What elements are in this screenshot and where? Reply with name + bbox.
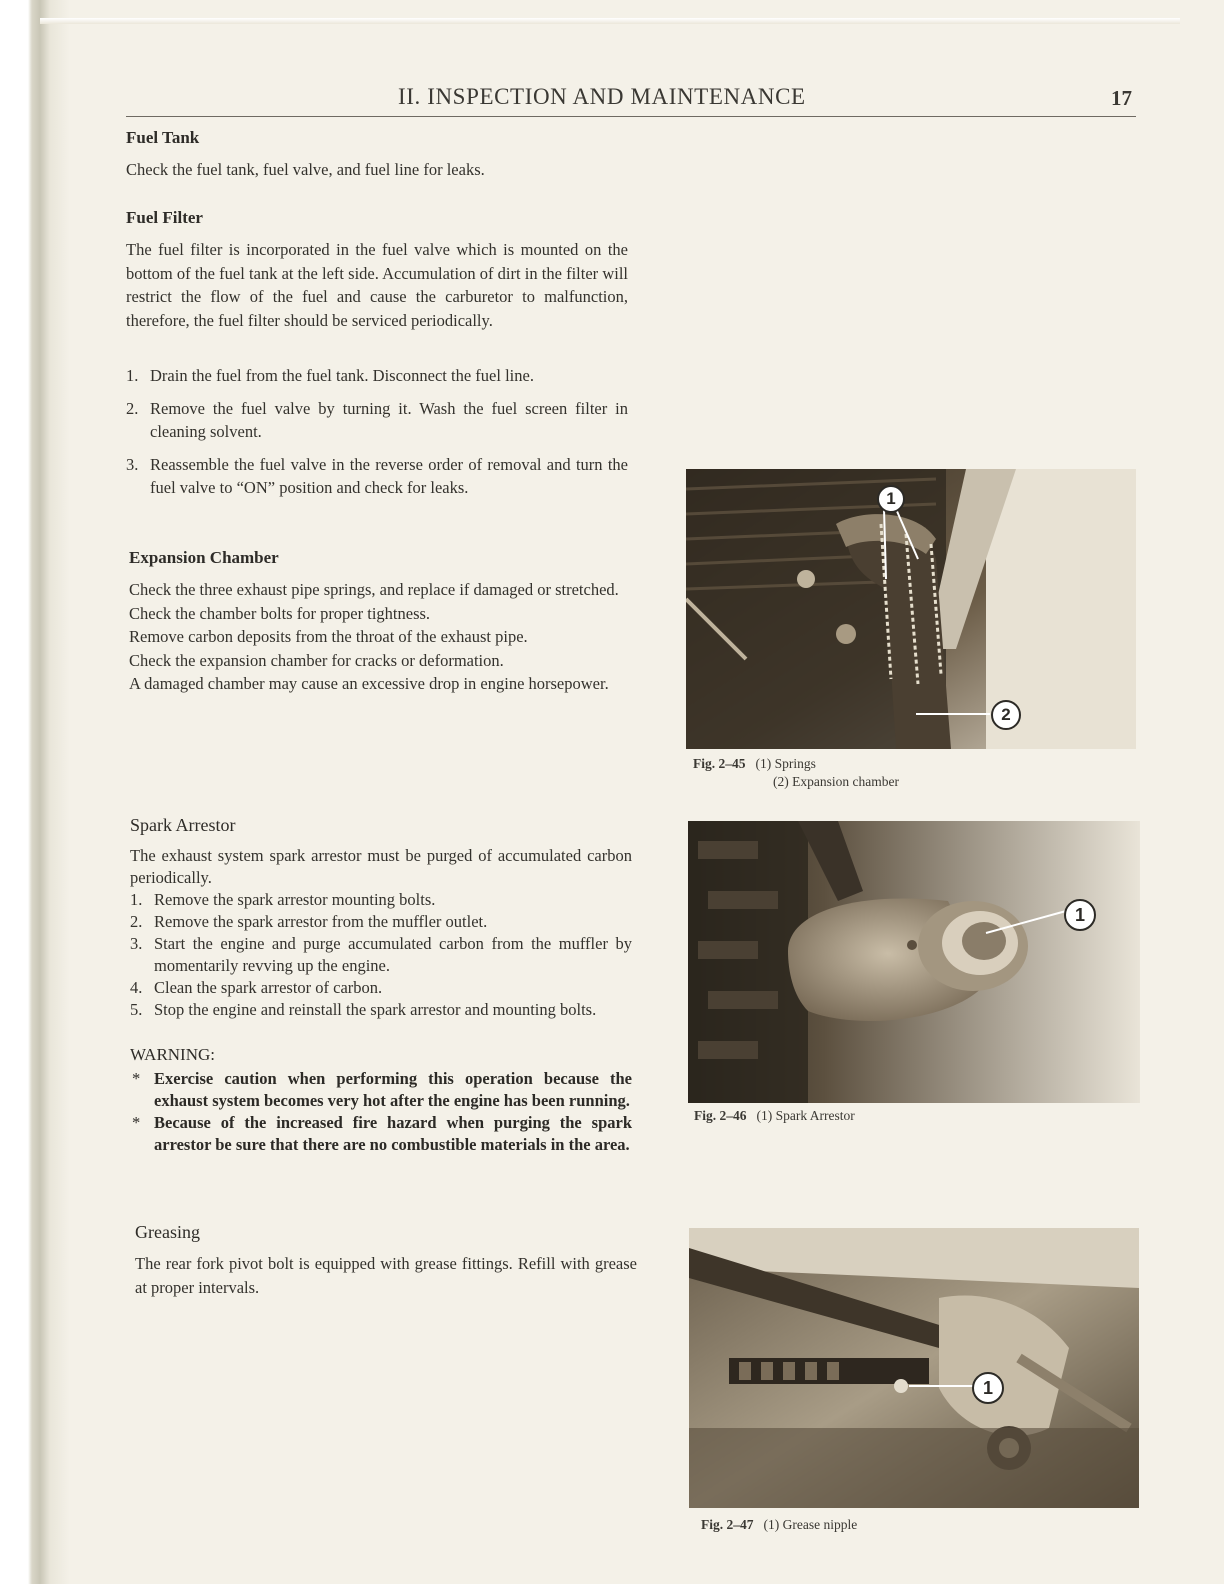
spark-arrestor-text: The exhaust system spark arrestor must be purged of accumulated carbon periodically. bbox=[130, 846, 632, 887]
fuel-filter-steps bbox=[126, 364, 628, 509]
step-text: Remove the fuel valve by turning it. Wash the fuel screen filter in cleaning solvent. bbox=[150, 398, 628, 441]
callout-1: 1 bbox=[972, 1372, 1004, 1404]
callout-2: 2 bbox=[991, 700, 1021, 730]
step-text: Remove the spark arrestor from the muffler outlet. bbox=[154, 912, 488, 931]
list-item bbox=[126, 453, 628, 500]
greasing-text: The rear fork pivot bolt is equipped with grease fittings. Refill with grease at proper intervals. bbox=[135, 1254, 637, 1297]
fuel-tank-text: Check the fuel tank, fuel valve, and fuel line for leaks. bbox=[126, 160, 485, 179]
list-item bbox=[130, 933, 632, 977]
fuel-filter-text: The fuel filter is incorporated in the fuel valve which is mounted on the bottom of the fuel tank at the left side. Accumulation of dirt in the filter will restrict the flow of the fuel and cause the carburetor to malfunction, therefore, the fuel filter should be serviced periodically. bbox=[126, 240, 628, 330]
page-binding-edge bbox=[0, 0, 70, 1584]
page-top-edge bbox=[40, 18, 1180, 24]
figure-photo-springs bbox=[686, 469, 1136, 749]
figure-number: Fig. 2–46 bbox=[694, 1108, 747, 1123]
figure-number: Fig. 2–45 bbox=[693, 756, 746, 771]
caption-text: (2) Expansion chamber bbox=[773, 774, 899, 789]
text-line: Remove carbon deposits from the throat of the exhaust pipe. bbox=[129, 627, 528, 646]
text-line: A damaged chamber may cause an excessive drop in engine horsepower. bbox=[129, 674, 609, 693]
step-text: Drain the fuel from the fuel tank. Disconnect the fuel line. bbox=[150, 366, 534, 385]
step-text: Reassemble the fuel valve in the reverse order of removal and turn the fuel valve to “ON” position and check for leaks. bbox=[150, 454, 628, 497]
fuel-tank-heading: Fuel Tank bbox=[126, 128, 200, 147]
figure-caption bbox=[701, 1516, 857, 1534]
list-item bbox=[130, 911, 632, 933]
figure-photo-grease-nipple bbox=[689, 1228, 1139, 1508]
spark-arrestor-steps bbox=[130, 889, 632, 1021]
greasing-heading: Greasing bbox=[135, 1222, 200, 1242]
warning-text: Because of the increased fire hazard when purging the spark arrestor be sure that there are no combustible materials in the area. bbox=[154, 1113, 632, 1154]
list-item bbox=[130, 889, 632, 911]
list-item bbox=[126, 397, 628, 444]
page-header bbox=[126, 82, 1136, 117]
list-item bbox=[130, 999, 632, 1021]
step-number: 5. bbox=[130, 1000, 143, 1019]
step-number: 4. bbox=[130, 978, 143, 997]
caption-text: (1) Springs bbox=[755, 756, 816, 771]
step-text: Clean the spark arrestor of carbon. bbox=[154, 978, 383, 997]
spark-arrestor-heading: Spark Arrestor bbox=[130, 815, 236, 835]
figure-number: Fig. 2–47 bbox=[701, 1517, 754, 1532]
step-number: 2. bbox=[130, 912, 143, 931]
callout-1: 1 bbox=[1064, 899, 1096, 931]
warning-item bbox=[130, 1112, 632, 1156]
text-line: Check the expansion chamber for cracks or deformation. bbox=[129, 650, 504, 670]
step-number: 1. bbox=[130, 890, 143, 909]
step-number: 1. bbox=[126, 366, 139, 385]
list-item bbox=[130, 977, 632, 999]
caption-text: (1) Grease nipple bbox=[763, 1517, 858, 1532]
warning-text: Exercise caution when performing this operation because the exhaust system becomes very hot after the engine has been running. bbox=[154, 1069, 632, 1110]
warning-heading: WARNING: bbox=[130, 1045, 215, 1064]
text-line: Check the three exhaust pipe springs, and replace if damaged or stretched. bbox=[129, 580, 619, 599]
warning-item bbox=[130, 1068, 632, 1112]
step-number: 2. bbox=[126, 398, 139, 418]
step-text: Stop the engine and reinstall the spark arrestor and mounting bolts. bbox=[154, 1000, 597, 1019]
step-text: Remove the spark arrestor mounting bolts. bbox=[154, 890, 436, 909]
fuel-filter-heading: Fuel Filter bbox=[126, 208, 203, 227]
callout-1: 1 bbox=[877, 485, 905, 513]
warning-list bbox=[130, 1068, 632, 1156]
step-text: Start the engine and purge accumulated carbon from the muffler by momentarily revving up the engine. bbox=[154, 934, 632, 975]
figure-caption bbox=[694, 1107, 855, 1125]
chapter-title: II. INSPECTION AND MAINTENANCE bbox=[398, 84, 806, 109]
text-line: Check the chamber bolts for proper tightness. bbox=[129, 603, 431, 623]
figure-caption bbox=[693, 755, 899, 791]
figure-photo-spark-arrestor bbox=[688, 821, 1140, 1103]
step-number: 3. bbox=[126, 454, 139, 474]
bullet: * bbox=[132, 1069, 141, 1088]
expansion-chamber-text bbox=[129, 578, 631, 696]
caption-text: (1) Spark Arrestor bbox=[756, 1108, 855, 1123]
expansion-chamber-heading: Expansion Chamber bbox=[129, 548, 279, 567]
page-number: 17 bbox=[1111, 86, 1132, 110]
bullet: * bbox=[132, 1113, 141, 1132]
list-item bbox=[126, 364, 628, 388]
step-number: 3. bbox=[130, 934, 143, 953]
